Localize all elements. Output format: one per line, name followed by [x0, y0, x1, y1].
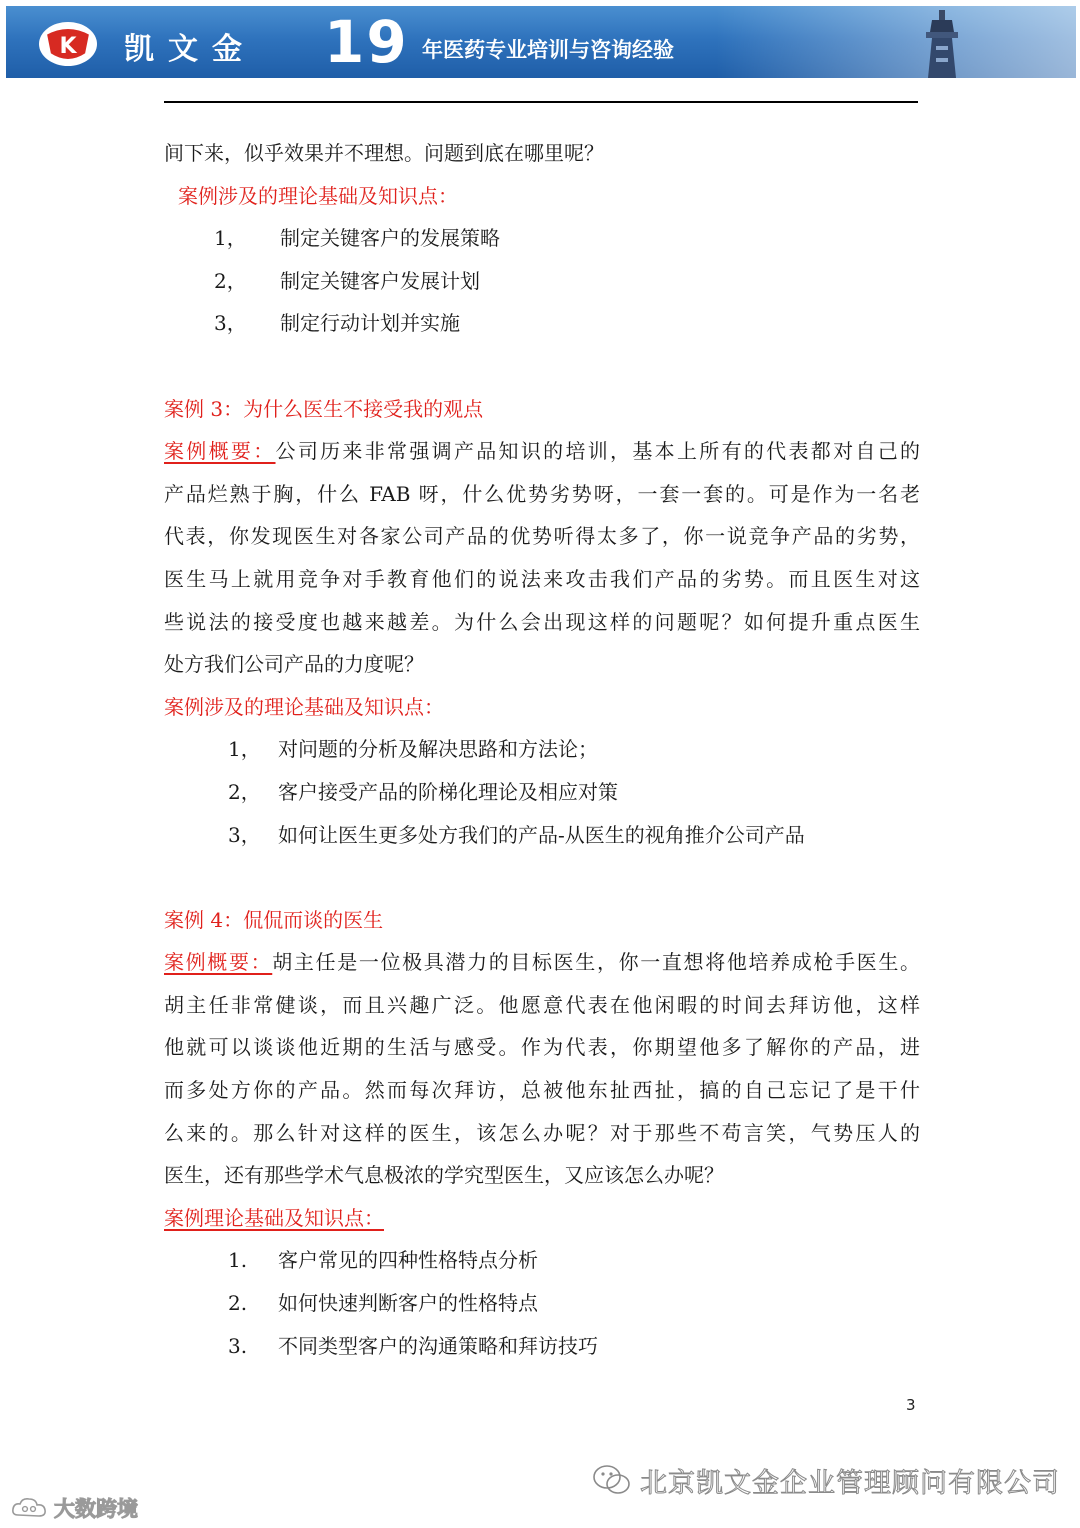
wechat-icon: [592, 1463, 632, 1497]
case3-summary-line: 产品烂熟于胸，什么 FAB 呀，什么优势劣势呀，一套一套的。可是作为一名老: [164, 481, 920, 506]
list-item-text: 客户常见的四种性格特点分析: [278, 1248, 538, 1273]
intro-line: 间下来，似乎效果并不理想。问题到底在哪里呢？: [164, 141, 604, 165]
list-item-number: 2.: [228, 1291, 248, 1316]
list-item-number: 3，: [214, 311, 247, 336]
case3-summary-label: 案例概要：: [164, 439, 276, 464]
lighthouse-icon: [910, 10, 974, 78]
case3-theory-heading: 案例涉及的理论基础及知识点：: [164, 694, 444, 719]
case4-summary-line: 而多处方你的产品。然而每次拜访，总被他东扯西扯，搞的自己忘记了是干什: [164, 1078, 920, 1103]
case4-summary-line: 他就可以谈谈他近期的生活与感受。作为代表，你期望他多了解你的产品，进: [164, 1035, 920, 1060]
case4-summary-line: 胡主任是一位极具潜力的目标医生，你一直想将他培养成枪手医生。: [272, 950, 921, 975]
list-item-number: 1，: [228, 737, 261, 762]
case3-summary-line: 代表，你发现医生对各家公司产品的优势听得太多了，你一说竞争产品的劣势，: [164, 524, 920, 549]
list-item-number: 1.: [228, 1248, 248, 1273]
watermark-company: [592, 1460, 1060, 1500]
case4-summary: [164, 941, 920, 1197]
case2-theory-heading: 案例涉及的理论基础及知识点：: [178, 183, 458, 208]
list-item: [164, 260, 920, 303]
case3-summary: [164, 430, 920, 686]
watermark-brand: [10, 1492, 138, 1524]
list-item-text: 如何快速判断客户的性格特点: [278, 1291, 538, 1316]
header-banner: [6, 6, 1076, 78]
list-item-number: 1，: [214, 226, 247, 251]
case3-summary-line: 处方我们公司产品的力度呢？: [164, 652, 424, 677]
case4-summary-label: 案例概要：: [164, 950, 273, 975]
case3-title: 案例 3：为什么医生不接受我的观点: [164, 396, 484, 421]
list-item: [164, 771, 920, 814]
list-item: [164, 217, 920, 260]
list-item-text: 制定行动计划并实施: [280, 311, 460, 336]
case4-title: 案例 4：侃侃而谈的医生: [164, 907, 384, 932]
list-item-text: 制定关键客户的发展策略: [280, 226, 500, 251]
logo-letter: K: [59, 34, 77, 59]
header-divider: [164, 101, 918, 103]
list-item-text: 客户接受产品的阶梯化理论及相应对策: [278, 779, 618, 804]
list-item: [164, 1282, 920, 1325]
case4-summary-line: 医生，还有那些学术气息极浓的学究型医生，又应该怎么办呢？: [164, 1163, 724, 1188]
list-item: [164, 728, 920, 771]
list-item-text: 对问题的分析及解决思路和方法论；: [278, 737, 598, 762]
case4-summary-line: 胡主任非常健谈，而且兴趣广泛。他愿意代表在他闲暇的时间去拜访他，这样: [164, 992, 920, 1017]
list-item: [164, 302, 920, 345]
brand-slogan: 年医药专业培训与咨询经验: [422, 38, 674, 62]
brand-years: 19: [324, 8, 409, 76]
watermark-brand-text: 大数跨境: [54, 1497, 138, 1521]
list-item-text: 制定关键客户发展计划: [280, 268, 480, 293]
case4-summary-line: 么来的。那么针对这样的医生，该怎么办呢？对于那些不苟言笑，气势压人的: [164, 1120, 920, 1145]
list-item-number: 2，: [228, 779, 261, 804]
document-body: [164, 132, 920, 1367]
case3-summary-line: 些说法的接受度也越来越差。为什么会出现这样的问题呢？如何提升重点医生: [164, 609, 920, 634]
brand-logo-icon: [38, 20, 98, 68]
list-item-text: 如何让医生更多处方我们的产品-从医生的视角推介公司产品: [278, 822, 805, 847]
watermark-company-text: 北京凯文金企业管理顾问有限公司: [640, 1467, 1060, 1499]
list-item-number: 3，: [228, 822, 261, 847]
list-item: [164, 1325, 920, 1368]
list-item-number: 3.: [228, 1333, 248, 1358]
page-number: 3: [906, 1396, 916, 1414]
case4-theory-heading: 案例理论基础及知识点：: [164, 1205, 384, 1230]
list-item-text: 不同类型客户的沟通策略和拜访技巧: [278, 1333, 598, 1358]
list-item: [164, 814, 920, 857]
case3-summary-line: 医生马上就用竞争对手教育他们的说法来攻击我们产品的劣势。而且医生对这: [164, 566, 920, 591]
list-item-number: 2，: [214, 268, 247, 293]
list-item: [164, 1239, 920, 1282]
cloud-logo-icon: [10, 1495, 48, 1521]
brand-name: 凯文金: [124, 32, 256, 67]
case3-summary-line: 公司历来非常强调产品知识的培训，基本上所有的代表都对自己的: [275, 439, 921, 464]
